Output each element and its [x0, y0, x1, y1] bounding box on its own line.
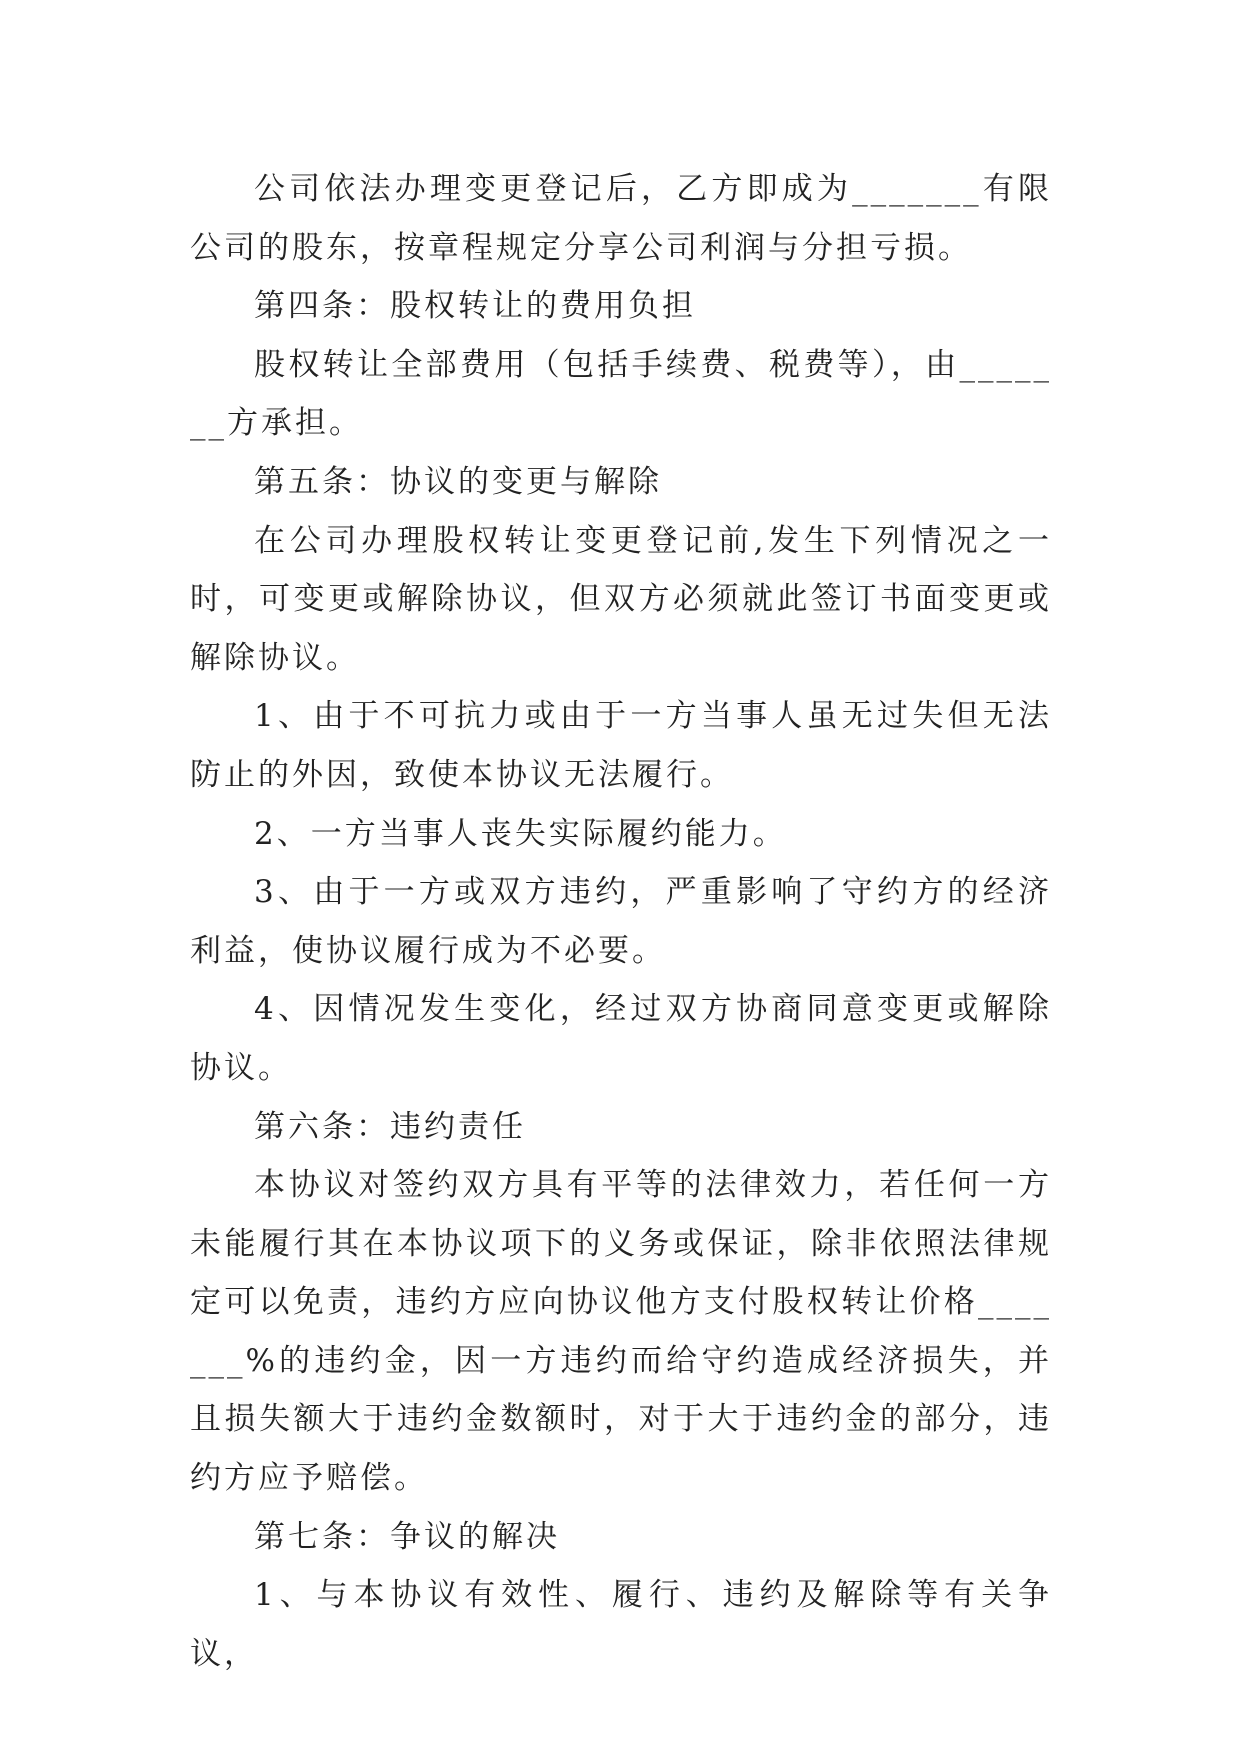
paragraph-transfer-costs: 股权转让全部费用（包括手续费、税费等），由_______方承担。 — [190, 346, 1052, 442]
list-item-circumstance-change: 4、因情况发生变化，经过双方协商同意变更或解除协议。 — [190, 991, 1052, 1086]
article-5-heading: 第五条：协议的变更与解除 — [254, 463, 662, 500]
list-item-force-majeure: 1、由于不可抗力或由于一方当事人虽无过失但无法防止的外因，致使本协议无法履行。 — [190, 698, 1052, 793]
article-4-heading: 第四条：股权转让的费用负担 — [254, 288, 696, 325]
list-item-dispute: 1、与本协议有效性、履行、违约及解除等有关争议， — [190, 1577, 1052, 1672]
article-7-heading: 第七条：争议的解决 — [254, 1518, 560, 1555]
paragraph-shareholder-status: 公司依法办理变更登记后，乙方即成为_______有限公司的股东，按章程规定分享公司利润与分担亏损。 — [190, 171, 1052, 266]
paragraph-amendment-conditions: 在公司办理股权转让变更登记前,发生下列情况之一时，可变更或解除协议，但双方必须就此签订书面变更或解除协议。 — [190, 522, 1052, 676]
list-item-loss-of-capacity: 2、一方当事人丧失实际履约能力。 — [254, 815, 787, 852]
paragraph-liability: 本协议对签约双方具有平等的法律效力，若任何一方未能履行其在本协议项下的义务或保证，除非依照法律规定可以免责，违约方应向协议他方支付股权转让价格_______%的违约金，因一方违约而给守约造成经济损失，并且损失额大于违约金数额时，对于大于违约金的部分，违约方应予赔偿。 — [190, 1167, 1052, 1497]
list-item-breach: 3、由于一方或双方违约，严重影响了守约方的经济利益，使协议履行成为不必要。 — [190, 874, 1052, 969]
article-6-heading: 第六条：违约责任 — [254, 1108, 526, 1145]
document-page — [190, 160, 1052, 1683]
